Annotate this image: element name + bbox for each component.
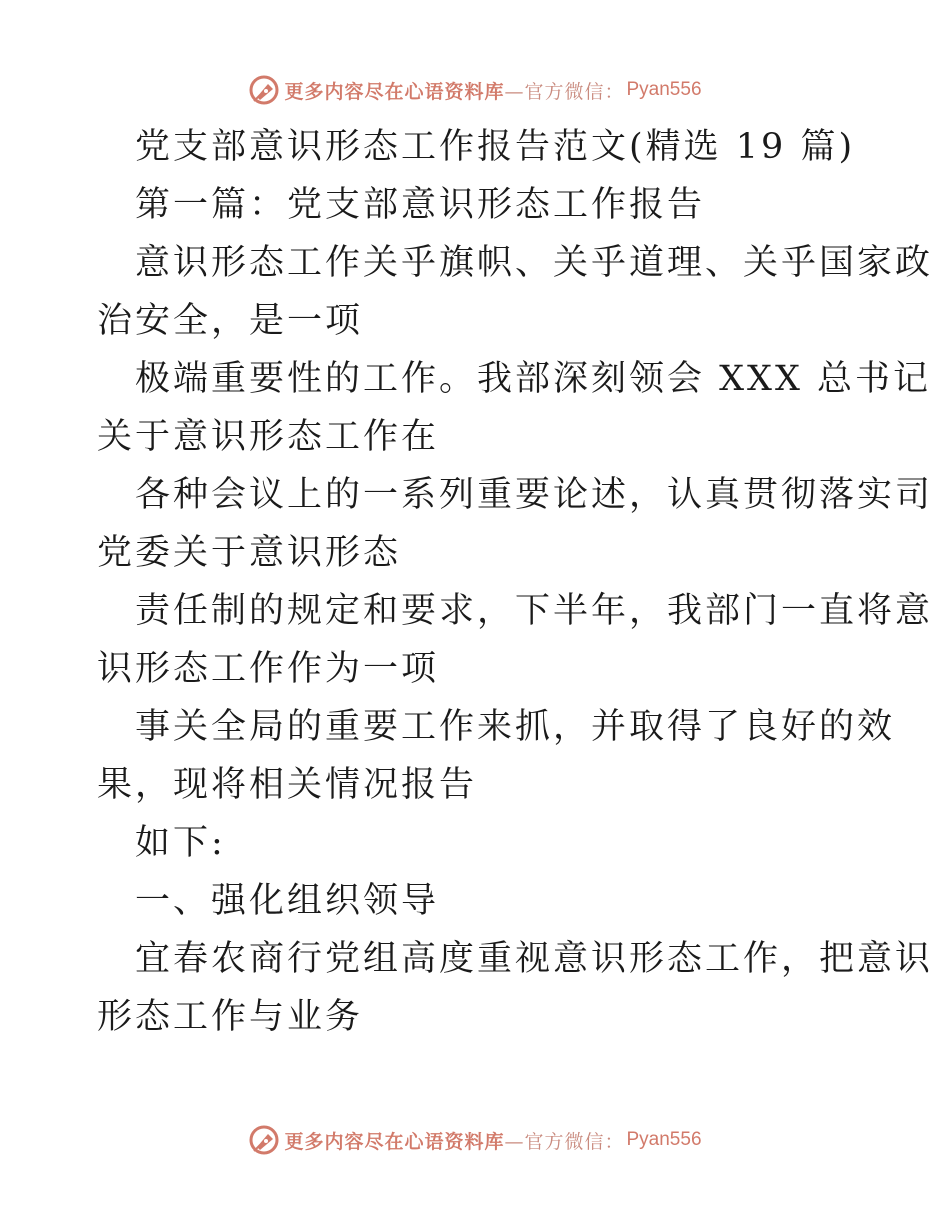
pen-nib-logo-icon	[248, 1124, 280, 1156]
watermark-header	[0, 70, 950, 110]
watermark-footer	[0, 1120, 950, 1160]
paragraph-line: 党委关于意识形态	[97, 533, 402, 573]
paragraph-line: 极端重要性的工作。我部深刻领会 XXX 总书记	[135, 359, 932, 399]
watermark-text: 更多内容尽在心语资料库	[284, 1130, 505, 1153]
paragraph-line: 治安全，是一项	[97, 301, 364, 341]
watermark-text: 更多内容尽在心语资料库	[284, 80, 505, 103]
paragraph-line: 识形态工作作为一项	[97, 649, 440, 689]
paragraph-line: 果，现将相关情况报告	[97, 765, 478, 805]
watermark-separator: —官方微信：	[504, 1130, 625, 1153]
paragraph-line: 形态工作与业务	[97, 997, 364, 1037]
paragraph-line: 关于意识形态工作在	[97, 417, 440, 457]
watermark-separator: —官方微信：	[504, 80, 625, 103]
section-heading: 第一篇：党支部意识形态工作报告	[135, 185, 706, 225]
paragraph-line: 宜春农商行党组高度重视意识形态工作，把意识	[135, 939, 934, 979]
paragraph-line: 责任制的规定和要求，下半年，我部门一直将意	[135, 591, 934, 631]
paragraph-line: 各种会议上的一系列重要论述，认真贯彻落实司	[135, 475, 934, 515]
watermark-account: Pyan556	[626, 1129, 702, 1150]
pen-nib-logo-icon	[248, 74, 280, 106]
document-title: 党支部意识形态工作报告范文(精选 19 篇)	[135, 127, 856, 167]
subsection-heading: 一、强化组织领导	[135, 881, 440, 921]
paragraph-line: 事关全局的重要工作来抓，并取得了良好的效	[135, 707, 896, 747]
paragraph-line: 意识形态工作关乎旗帜、关乎道理、关乎国家政	[135, 243, 934, 283]
watermark-account: Pyan556	[626, 79, 702, 100]
paragraph-line: 如下:	[135, 823, 226, 863]
